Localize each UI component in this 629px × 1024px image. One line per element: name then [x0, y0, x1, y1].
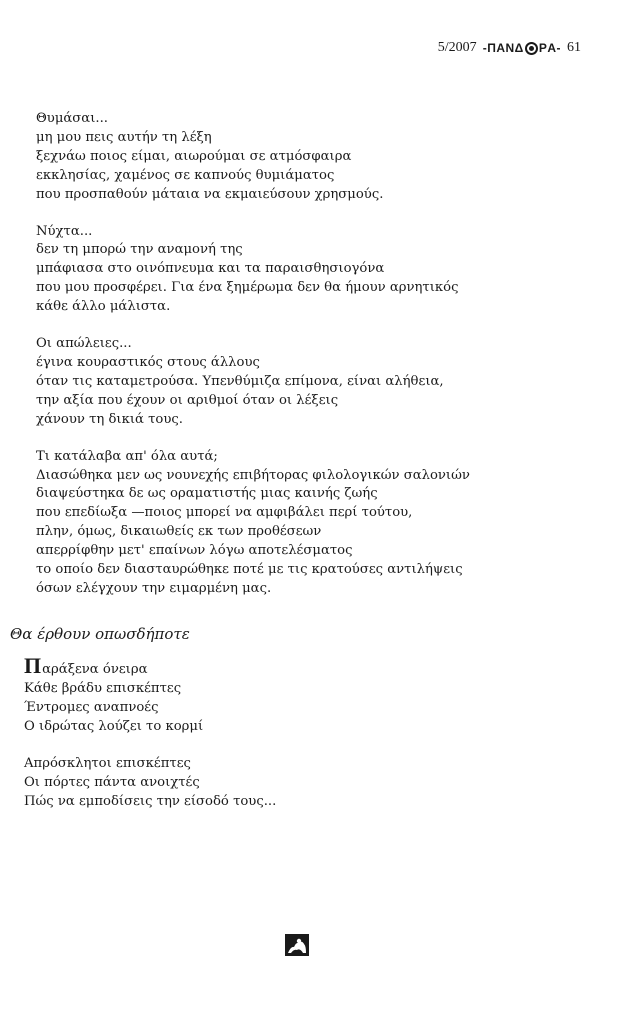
poem-line: δεν τη μπορώ την αναμονή της [36, 242, 243, 258]
poem-line: χάνουν τη δικιά τους. [36, 411, 183, 427]
brand-dash-left: - [482, 41, 488, 55]
poem-two-stanza-1 [24, 653, 276, 736]
poem-one-stanza-3 [36, 335, 596, 430]
poem-line: πλην, όμως, δικαιωθείς εκ των προθέσεων [36, 524, 322, 540]
pandora-emblem-icon [285, 934, 309, 956]
poem-line: το οποίο δεν διασταυρώθηκε ποτέ με τις κρατούσες αντιλήψεις [36, 562, 463, 578]
drop-cap: Π [24, 653, 42, 678]
poem-line: την αξία που έχουν οι αριθμοί όταν οι λέξεις [36, 392, 339, 408]
first-line-rest: αράξενα όνειρα [42, 662, 148, 677]
poem-two-stanza-2 [24, 754, 276, 811]
poem-line: ξεχνάω ποιος είμαι, αιωρούμαι σε ατμόσφαιρα [36, 148, 352, 164]
poem-line: όταν τις καταμετρούσα. Υπενθύμιζα επίμονα, είναι αλήθεια, [36, 373, 444, 389]
poem-line: Κάθε βράδυ επισκέπτες [24, 681, 182, 696]
poem-line: που μου προσφέρει. Για ένα ξημέρωμα δεν θα ήμουν αρνητικός [36, 280, 459, 296]
poem-line: Έντρομες αναπνοές [24, 700, 159, 715]
poem-line: κάθε άλλο μάλιστα. [36, 299, 171, 315]
poem-two [24, 653, 277, 829]
brand-o-icon [525, 42, 538, 55]
poem-line: Ο ιδρώτας λούζει το κορμί [24, 719, 204, 734]
poem-line: εκκλησίας, χαμένος σε καπνούς θυμιάματος [36, 167, 335, 183]
brand-dash-right: - [556, 41, 561, 55]
poem-line: Νύχτα... [36, 223, 93, 239]
poem-line: μπάφιασα στο οινόπνευμα και τα παραισθησιογόνα [36, 261, 385, 277]
poem-line: Θυμάσαι... [36, 111, 108, 126]
poem-line: Διασώθηκα μεν ως νουνεχής επιβήτορας φιλολογικών σαλονιών [36, 467, 470, 483]
issue-number: 5/2007 [437, 40, 477, 55]
poem-one-stanza-4 [36, 448, 596, 599]
poem-line: διαψεύστηκα δε ως οραματιστής μιας καινής ζωής [36, 486, 378, 502]
poem-two-title: Θα έρθουν οπωσδήποτε [10, 625, 190, 643]
poem-line: που επεδίωξα —ποιος μπορεί να αμφιβάλει περί τούτου, [36, 505, 413, 521]
poem-line: που προσπαθούν μάταια να εκμαιεύσουν χρησμούς. [36, 186, 384, 202]
page-number: 61 [567, 40, 581, 55]
brand-text-c: Α [547, 41, 557, 55]
poem-line: απερρίφθην μετ' επαίνων λόγω αποτελέσματος [36, 543, 353, 559]
poem-line: έγινα κουραστικός στους άλλους [36, 354, 260, 370]
poem-line: όσων ελέγχουν την ειμαρμένη μας. [36, 580, 272, 596]
brand-text-b: Ρ [538, 41, 548, 55]
poem-one-stanza-2 [36, 223, 596, 318]
poem-line: Πώς να εμποδίσεις την είσοδό τους... [24, 794, 277, 809]
poem-one [36, 110, 596, 617]
page-header [438, 40, 581, 56]
brand-text-a: ΠΑΝΔ [487, 41, 524, 55]
poem-line: Οι απώλειες... [36, 336, 132, 352]
poem-line: Απρόσκλητοι επισκέπτες [24, 756, 191, 771]
poem-two-first-line [24, 653, 276, 679]
poem-line: Τι κατάλαβα απ' όλα αυτά; [36, 448, 218, 464]
poem-line: Οι πόρτες πάντα ανοιχτές [24, 775, 200, 790]
magazine-brand [483, 41, 561, 55]
poem-one-stanza-1 [36, 110, 596, 205]
poem-line: μη μου πεις αυτήν τη λέξη [36, 129, 212, 145]
